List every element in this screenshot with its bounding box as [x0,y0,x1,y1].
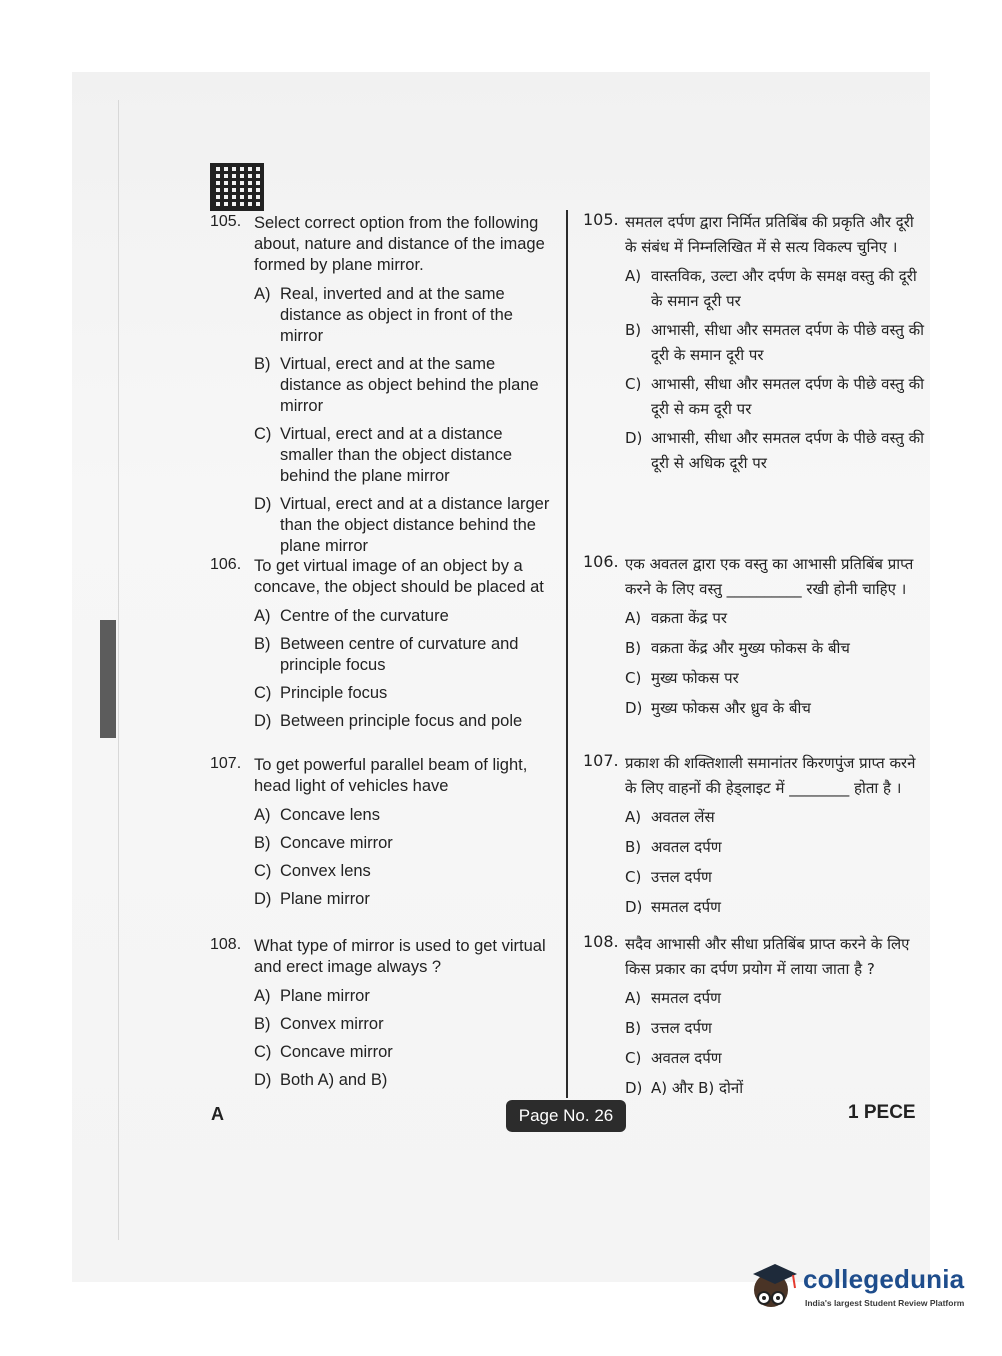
option-label: D) [625,898,643,916]
mascot-icon [745,1258,801,1314]
option-text: आभासी, सीधा और समतल दर्पण के पीछे वस्तु की दूरी से कम दूरी पर [651,375,925,418]
option-label: B) [625,639,642,657]
option-text: समतल दर्पण [651,898,721,916]
question-text: Select correct option from the following about, nature and distance of the image formed by plane mirror. [254,214,545,274]
option-b [625,636,928,661]
option-label: D) [625,429,643,447]
option-text: अवतल लेंस [651,808,715,826]
option-label: C) [625,1049,642,1067]
option-b [625,1016,928,1041]
option-d [254,1070,555,1091]
question-number: 106. [583,552,619,571]
option-text: उत्तल दर्पण [651,1019,712,1037]
option-b [625,318,928,368]
option-label: C) [254,862,272,880]
option-text: Concave mirror [280,1043,393,1061]
question-108-hi [583,932,928,1106]
option-label: C) [254,1043,272,1061]
option-text: मुख्य फोकस पर [651,669,739,687]
option-b [254,1014,555,1035]
option-a [625,805,928,830]
option-text: Virtual, erect and at a distance smaller than the object distance behind the plane mirror [280,425,513,485]
brand-tagline: India's largest Student Review Platform [805,1298,965,1308]
option-label: C) [625,868,642,886]
question-107-hi [583,751,928,925]
option-c [254,1042,555,1063]
question-number: 107. [210,755,242,772]
option-d [625,426,928,476]
option-text: Convex mirror [280,1015,384,1033]
option-text: Centre of the curvature [280,607,449,625]
option-a [254,284,555,347]
question-105-hi [583,210,928,480]
option-label: B) [254,834,271,852]
option-label: C) [254,684,272,702]
option-b [254,634,555,676]
question-number: 106. [210,556,242,573]
question-number: 107. [583,751,619,770]
option-a [254,986,555,1007]
option-label: A) [625,609,642,627]
option-text: आभासी, सीधा और समतल दर्पण के पीछे वस्तु की दूरी के समान दूरी पर [651,321,925,364]
option-label: B) [625,321,642,339]
question-text: To get powerful parallel beam of light, head light of vehicles have [254,756,528,795]
option-text: Concave lens [280,806,380,824]
question-number: 105. [583,210,619,229]
option-d [254,889,555,910]
option-text: Plane mirror [280,890,370,908]
question-number: 105. [210,213,242,230]
option-label: B) [254,355,271,373]
option-label: C) [625,375,642,393]
option-d [625,895,928,920]
question-108-en [210,936,555,1098]
scan-edge-mark [100,620,116,738]
option-a [254,805,555,826]
option-text: अवतल दर्पण [651,1049,722,1067]
option-c [254,424,555,487]
option-c [254,861,555,882]
paper-code: 1 PECE [848,1102,916,1123]
option-text: Between principle focus and pole [280,712,523,730]
option-a [625,264,928,314]
option-text: A) और B) दोनों [651,1079,744,1097]
question-106-hi [583,552,928,726]
question-text: सदैव आभासी और सीधा प्रतिबिंब प्राप्त करने के लिए किस प्रकार का दर्पण प्रयोग में लाया जाता है ? [625,935,910,978]
question-text: एक अवतल द्वारा एक वस्तु का आभासी प्रतिबिंब प्राप्त करने के लिए वस्तु __________ रखी होनी चाहिए । [625,555,914,598]
option-c [625,865,928,890]
option-text: Plane mirror [280,987,370,1005]
page-margin-line [118,100,119,1240]
option-label: D) [254,890,272,908]
option-label: A) [254,607,271,625]
option-label: A) [254,987,271,1005]
option-d [625,696,928,721]
option-text: Virtual, erect and at the same distance as object behind the plane mirror [280,355,539,415]
option-a [625,986,928,1011]
option-d [254,711,555,732]
option-label: A) [254,806,271,824]
question-107-en [210,755,555,917]
option-label: D) [254,495,272,513]
option-label: A) [625,267,642,285]
option-text: अवतल दर्पण [651,838,722,856]
option-text: Principle focus [280,684,388,702]
page-number-badge: Page No. 26 [506,1100,626,1132]
option-text: समतल दर्पण [651,989,721,1007]
option-c [625,372,928,422]
option-text: Concave mirror [280,834,393,852]
option-b [254,354,555,417]
option-a [625,606,928,631]
option-text: वक्रता केंद्र और मुख्य फोकस के बीच [651,639,850,657]
option-label: B) [625,838,642,856]
option-text: Virtual, erect and at a distance larger than the object distance behind the plane mirror [280,495,550,555]
option-label: B) [254,1015,271,1033]
option-label: C) [625,669,642,687]
option-text: Convex lens [280,862,371,880]
option-label: D) [625,1079,643,1097]
option-text: वास्तविक, उल्टा और दर्पण के समक्ष वस्तु की दूरी के समान दूरी पर [651,267,917,310]
option-a [254,606,555,627]
brand-name: collegedunia [803,1264,965,1294]
option-c [625,1046,928,1071]
option-text: उत्तल दर्पण [651,868,712,886]
option-label: B) [625,1019,642,1037]
option-text: Between centre of curvature and principle focus [280,635,519,674]
question-105-en [210,213,555,564]
option-label: B) [254,635,271,653]
question-106-en [210,556,555,739]
question-text: To get virtual image of an object by a concave, the object should be placed at [254,557,544,596]
option-label: D) [625,699,643,717]
option-d [254,494,555,557]
option-c [254,683,555,704]
option-label: A) [625,808,642,826]
option-text: आभासी, सीधा और समतल दर्पण के पीछे वस्तु की दूरी से अधिक दूरी पर [651,429,925,472]
option-label: A) [254,285,271,303]
question-number: 108. [583,932,619,951]
option-label: C) [254,425,272,443]
option-text: Both A) and B) [280,1071,388,1089]
option-label: D) [254,1071,272,1089]
question-text: What type of mirror is used to get virtual and erect image always ? [254,937,546,976]
option-label: D) [254,712,272,730]
option-label: A) [625,989,642,1007]
qr-code-icon [212,165,262,209]
option-b [254,833,555,854]
question-text: समतल दर्पण द्वारा निर्मित प्रतिबिंब की प्रकृति और दूरी के संबंध में निम्नलिखित में से सत्य विकल्प चुनिए । [625,213,914,256]
option-d [625,1076,928,1101]
question-number: 108. [210,936,242,953]
column-divider [566,210,568,1098]
option-text: Real, inverted and at the same distance as object in front of the mirror [280,285,513,345]
paper-version: A [211,1104,224,1124]
option-text: मुख्य फोकस और ध्रुव के बीच [651,699,811,717]
option-b [625,835,928,860]
option-text: वक्रता केंद्र पर [651,609,727,627]
collegedunia-logo[interactable] [745,1258,975,1316]
option-c [625,666,928,691]
question-text: प्रकाश की शक्तिशाली समानांतर किरणपुंज प्राप्त करने के लिए वाहनों की हेड्लाइट में ________ होता है । [625,754,916,797]
